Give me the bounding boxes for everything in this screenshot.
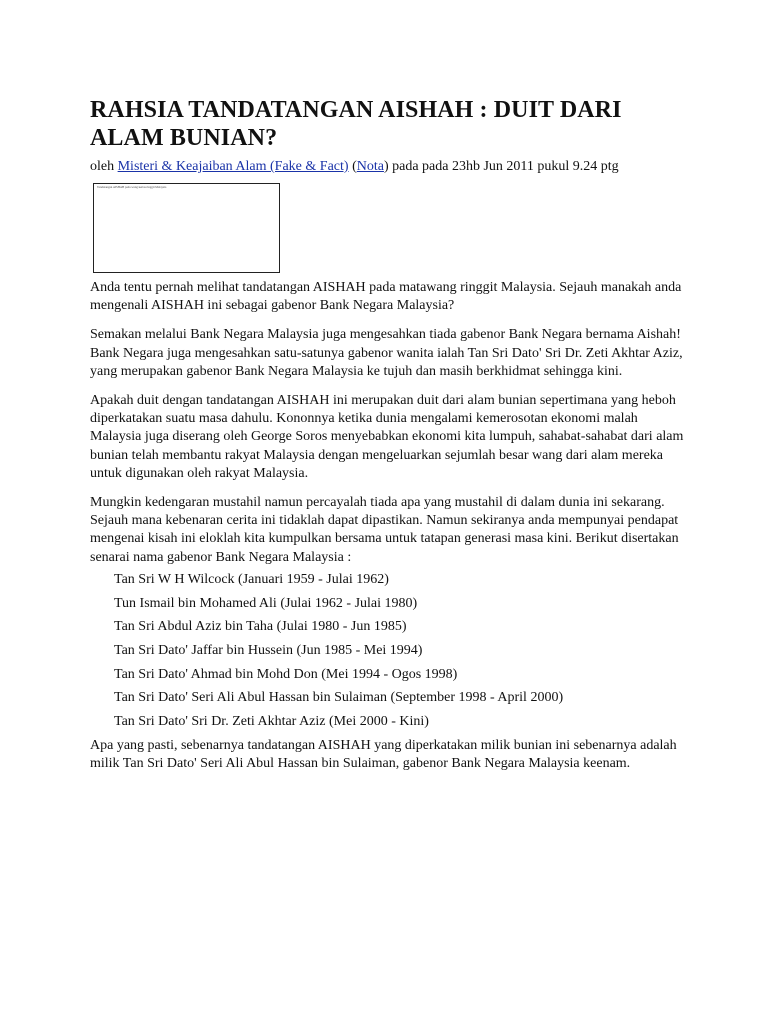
list-item: Tan Sri Dato' Jaffar bin Hussein (Jun 1985 - Mei 1994): [114, 642, 423, 658]
list-item: Tan Sri Dato' Seri Ali Abul Hassan bin Sulaiman (September 1998 - April 2000): [114, 690, 564, 706]
byline: [90, 158, 690, 176]
governor-list: [114, 571, 690, 731]
image-caption: Tandatangan AISHAH pada wang kertas ringgit Malaysia: [97, 185, 167, 189]
list-item: Tan Sri Dato' Ahmad bin Mohd Don (Mei 1994 - Ogos 1998): [114, 666, 458, 682]
list-item: Tan Sri W H Wilcock (Januari 1959 - Julai 1962): [114, 571, 389, 587]
list-item: Tun Ismail bin Mohamed Ali (Julai 1962 - Julai 1980): [114, 595, 418, 611]
paragraph-1: Anda tentu pernah melihat tandatangan AISHAH pada matawang ringgit Malaysia. Sejauh manakah anda mengenali AISHAH ini sebagai gabenor Bank Negara Malaysia?: [90, 280, 682, 314]
author-link[interactable]: Misteri & Keajaiban Alam (Fake & Fact): [117, 159, 349, 174]
list-item: Tan Sri Abdul Aziz bin Taha (Julai 1980 - Jun 1985): [114, 619, 407, 635]
paragraph-3: Apakah duit dengan tandatangan AISHAH ini merupakan duit dari alam bunian sepertimana yang heboh diperkatakan suatu masa dahulu. Kononnya ketika dunia mengalami kemerosotan ekonomi malah Malaysia juga diserang oleh George Soros menyebabkan ekonomi kita lumpuh, sahabat-sahabat dari alam bunian telah membantu rakyat Malaysia dengan mengeluarkan sejumlah besar wang dari alam mereka untuk digunakan oleh rakyat Malaysia.: [90, 393, 684, 481]
category-link[interactable]: Nota: [356, 159, 384, 174]
list-item: Tan Sri Dato' Sri Dr. Zeti Akhtar Aziz (Mei 2000 - Kini): [114, 713, 429, 729]
byline-open-paren: (: [348, 159, 357, 174]
paragraph-2: Semakan melalui Bank Negara Malaysia juga mengesahkan tiada gabenor Bank Negara bernama Aishah! Bank Negara juga mengesahkan satu-satunya gabenor wanita ialah Tan Sri Dato' Sri Dr. Zeti Akhtar Aziz, yang merupakan gabenor Bank Negara Malaysia ke tujuh dan masih berkhidmat sehingga kini.: [90, 327, 683, 379]
closing-paragraph: Apa yang pasti, sebenarnya tandatangan AISHAH yang diperkatakan milik bunian ini sebenarnya adalah milik Tan Sri Dato' Seri Ali Abul Hassan bin Sulaiman, gabenor Bank Negara Malaysia keenam.: [90, 737, 677, 771]
paragraph-4: Mungkin kedengaran mustahil namun percayalah tiada apa yang mustahil di dalam dunia ini sekarang. Sejauh mana kebenaran cerita ini tidaklah dapat dipastikan. Namun sekiranya anda mempunyai pendapat mengenai kisah ini eloklah kita kumpulkan bersama untuk tatapan generasi masa kini. Berikut disertakan senarai nama gabenor Bank Negara Malaysia :: [90, 495, 679, 565]
article-title: RAHSIA TANDATANGAN AISHAH : DUIT DARI ALAM BUNIAN?: [90, 97, 622, 151]
embedded-image-placeholder: [93, 183, 280, 273]
article: [90, 96, 690, 773]
byline-date: ) pada pada 23hb Jun 2011 pukul 9.24 ptg: [383, 159, 619, 174]
byline-prefix: oleh: [90, 159, 118, 174]
